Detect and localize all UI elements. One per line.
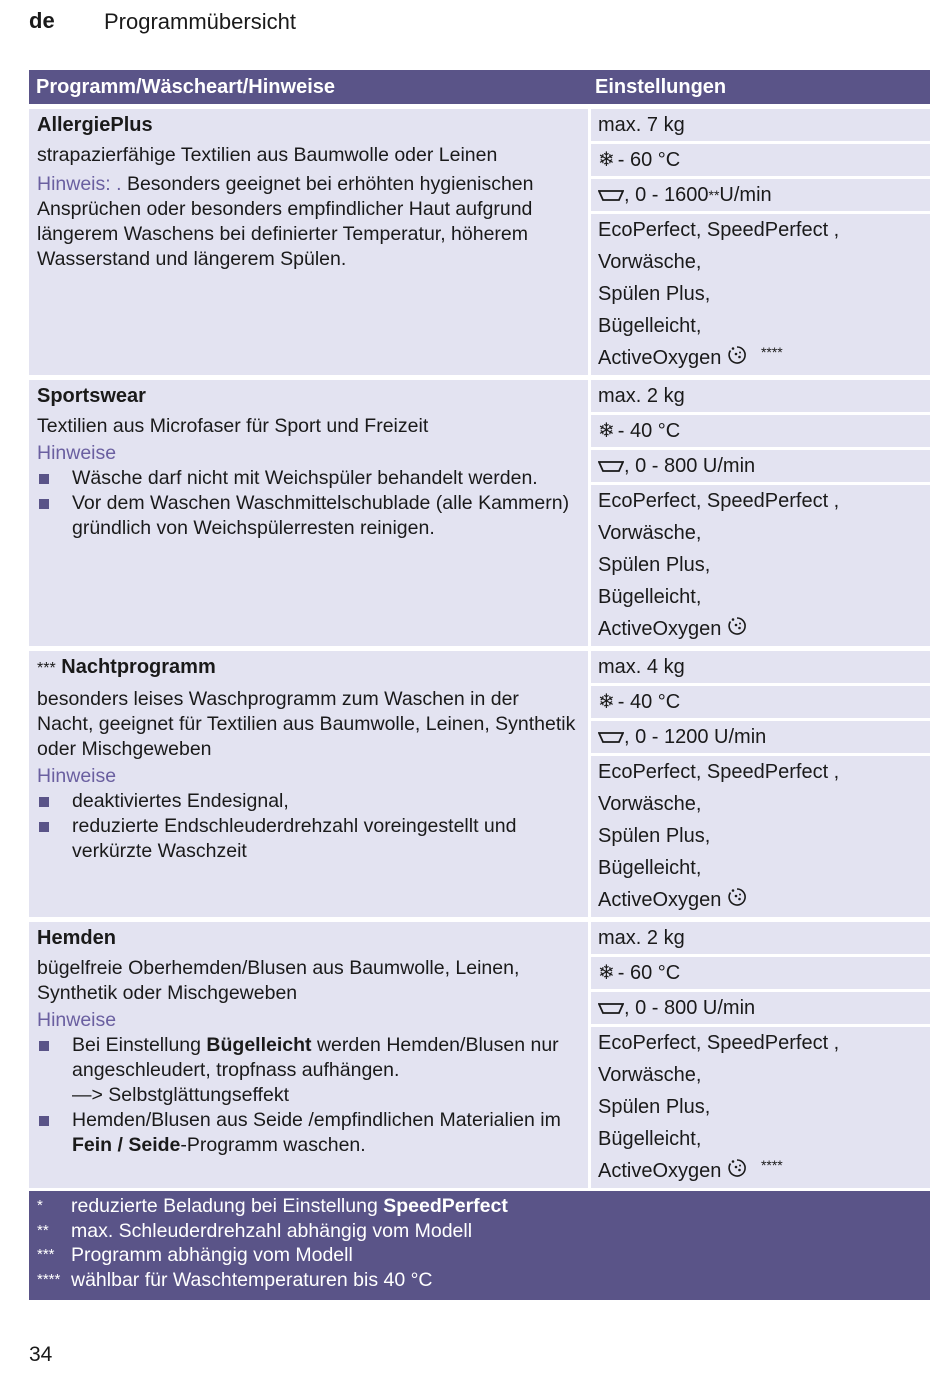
spin-setting [591, 721, 930, 753]
hint-text: Besonders geeignet bei erhöhten hygienischen Ansprüchen oder besonders empfindlicher Haut aufgrund längerem Waschens bei definierter Temperatur, höherem Wasserstand und längerem Spülen. [37, 173, 534, 270]
hint-label: Hinweise [37, 765, 117, 787]
program-settings [591, 380, 930, 646]
table-header [29, 70, 930, 104]
temperature-range: - 60 °C [617, 149, 681, 171]
temperature-range: - 40 °C [617, 420, 681, 442]
oxygen-footnote-mark: **** [760, 344, 783, 360]
program-description: besonders leises Waschprogramm zum Waschen in der Nacht, geeignet für Textilien aus Baumwolle, Leinen, Synthetik oder Mischgeweben [37, 688, 576, 760]
spin-setting [591, 179, 930, 211]
hint-text-bold: Fein / Seide [72, 1134, 181, 1156]
active-oxygen-icon [727, 343, 747, 375]
active-oxygen-icon [727, 885, 747, 917]
footnote-text: max. Schleuderdrehzahl abhängig vom Modell [71, 1219, 473, 1242]
page-header [29, 8, 929, 38]
option-easy-iron: Bügelleicht, [598, 1128, 702, 1150]
footnote [37, 1268, 922, 1293]
options-list [591, 1027, 930, 1188]
column-header-program: Programm/Wäscheart/Hinweise [36, 75, 335, 98]
temperature-setting [591, 144, 930, 176]
footnote [37, 1219, 922, 1244]
option-eco-speed: EcoPerfect, SpeedPerfect , [598, 490, 840, 512]
program-settings [591, 109, 930, 375]
program-name: AllergiePlus [37, 114, 153, 136]
hint-list [37, 1033, 580, 1158]
program-name: Sportswear [37, 385, 146, 407]
max-load: max. 7 kg [591, 109, 930, 141]
hint-label: Hinweise [37, 1009, 117, 1031]
program-name: Nachtprogramm [61, 656, 216, 678]
snowflake-icon: ❄ [598, 149, 615, 171]
page-title: Programmübersicht [104, 9, 296, 34]
spin-range: , 0 - 1600 [624, 184, 709, 206]
hint-text: Wäsche darf nicht mit Weichspüler behandelt werden. [72, 467, 538, 489]
hint-text: deaktiviertes Endesignal, [72, 790, 289, 812]
temperature-range: - 60 °C [617, 962, 681, 984]
option-easy-iron: Bügelleicht, [598, 315, 702, 337]
footnote-mark: * [37, 1197, 43, 1214]
snowflake-icon: ❄ [598, 420, 615, 442]
option-eco-speed: EcoPerfect, SpeedPerfect , [598, 219, 840, 241]
max-load: max. 2 kg [591, 922, 930, 954]
list-item [37, 491, 580, 541]
temperature-setting [591, 957, 930, 989]
option-rinse-plus: Spülen Plus, [598, 1096, 711, 1118]
program-settings [591, 922, 930, 1188]
hint-text: werden Hemden/Blusen nur angeschleudert, tropfnass aufhängen. [72, 1034, 559, 1081]
option-prewash: Vorwäsche, [598, 522, 702, 544]
active-oxygen-label: ActiveOxygen [598, 347, 722, 369]
hint-text: Hemden/Blusen aus Seide /empfindlichen Materialien im [72, 1109, 561, 1131]
bullet-square-icon [39, 1116, 49, 1126]
active-oxygen-label: ActiveOxygen [598, 1160, 722, 1182]
option-prewash: Vorwäsche, [598, 793, 702, 815]
option-prewash: Vorwäsche, [598, 1064, 702, 1086]
footnote-text: Programm abhängig vom Modell [71, 1244, 353, 1266]
option-eco-speed: EcoPerfect, SpeedPerfect , [598, 1032, 840, 1054]
option-active-oxygen [598, 1155, 923, 1188]
bullet-square-icon [39, 499, 49, 509]
footnote-text-bold: SpeedPerfect [383, 1195, 508, 1217]
hint-label: Hinweis: . [37, 173, 122, 195]
temperature-setting [591, 415, 930, 447]
list-item [37, 1108, 580, 1158]
program-name-row [37, 653, 580, 683]
active-oxygen-label: ActiveOxygen [598, 889, 722, 911]
hint-list [37, 466, 580, 541]
spin-range: , 0 - 800 U/min [624, 455, 756, 477]
option-active-oxygen [598, 613, 923, 646]
program-info [29, 109, 588, 375]
spin-footnote-mark: ** [708, 187, 720, 203]
snowflake-icon: ❄ [598, 962, 615, 984]
spin-setting [591, 450, 930, 482]
option-active-oxygen [598, 884, 923, 917]
program-row-sportswear [29, 375, 930, 646]
program-hint [37, 172, 580, 272]
program-info [29, 922, 588, 1188]
hint-text: reduzierte Endschleuderdrehzahl voreingestellt und verkürzte Waschzeit [72, 815, 517, 862]
footnote-mark: **** [37, 1270, 61, 1288]
options-list [591, 214, 930, 375]
spin-unit: U/min [719, 184, 772, 206]
option-easy-iron: Bügelleicht, [598, 857, 702, 879]
hint-text: Vor dem Waschen Waschmittelschublade (alle Kammern) gründlich von Weichspülerresten reinigen. [72, 492, 570, 539]
active-oxygen-label: ActiveOxygen [598, 618, 722, 640]
options-list [591, 485, 930, 646]
spin-range: , 0 - 1200 U/min [624, 726, 767, 748]
page-number: 34 [29, 1343, 53, 1366]
program-footnote-mark: *** [37, 660, 56, 677]
tub-icon [598, 1002, 624, 1014]
list-item [37, 789, 580, 814]
option-rinse-plus: Spülen Plus, [598, 283, 711, 305]
option-rinse-plus: Spülen Plus, [598, 554, 711, 576]
max-load: max. 2 kg [591, 380, 930, 412]
temperature-setting [591, 686, 930, 718]
footnote-text: wählbar für Waschtemperaturen bis 40 °C [71, 1268, 433, 1291]
active-oxygen-icon [727, 614, 747, 646]
footnote [37, 1194, 922, 1219]
tub-icon [598, 731, 624, 743]
program-name: Hemden [37, 927, 116, 949]
bullet-square-icon [39, 1041, 49, 1051]
snowflake-icon: ❄ [598, 691, 615, 713]
hint-text-bold: Bügelleicht [206, 1034, 312, 1056]
bullet-square-icon [39, 822, 49, 832]
program-row-allergieplus [29, 104, 930, 375]
program-row-hemden [29, 917, 930, 1188]
footnote [37, 1243, 922, 1268]
active-oxygen-icon [727, 1156, 747, 1188]
program-settings [591, 651, 930, 917]
hint-text: —> Selbstglättungseffekt [72, 1084, 289, 1106]
max-load: max. 4 kg [591, 651, 930, 683]
program-row-nachtprogramm [29, 646, 930, 917]
hint-text: Bei Einstellung [72, 1034, 207, 1056]
option-eco-speed: EcoPerfect, SpeedPerfect , [598, 761, 840, 783]
options-list [591, 756, 930, 917]
column-header-settings: Einstellungen [595, 75, 727, 98]
bullet-square-icon [39, 797, 49, 807]
tub-icon [598, 460, 624, 472]
language-code: de [29, 8, 55, 33]
footnotes [29, 1188, 930, 1300]
oxygen-footnote-mark: **** [760, 1157, 783, 1173]
footnote-mark: *** [37, 1246, 55, 1263]
hint-list [37, 789, 580, 864]
program-description: bügelfreie Oberhemden/Blusen aus Baumwolle, Leinen, Synthetik oder Mischgeweben [37, 957, 520, 1004]
temperature-range: - 40 °C [617, 691, 681, 713]
spin-setting [591, 992, 930, 1024]
bullet-square-icon [39, 474, 49, 484]
program-description: Textilien aus Microfaser für Sport und Freizeit [37, 415, 429, 437]
program-table [29, 70, 930, 1300]
option-prewash: Vorwäsche, [598, 251, 702, 273]
list-item [37, 814, 580, 864]
program-info [29, 651, 588, 917]
option-active-oxygen [598, 342, 923, 375]
option-rinse-plus: Spülen Plus, [598, 825, 711, 847]
footnote-text: reduzierte Beladung bei Einstellung [71, 1195, 384, 1217]
hint-label: Hinweise [37, 442, 117, 464]
program-info [29, 380, 588, 646]
tub-icon [598, 189, 624, 201]
list-item [37, 1033, 580, 1108]
spin-range: , 0 - 800 U/min [624, 997, 756, 1019]
option-easy-iron: Bügelleicht, [598, 586, 702, 608]
hint-text: -Programm waschen. [180, 1134, 366, 1156]
program-description: strapazierfähige Textilien aus Baumwolle oder Leinen [37, 144, 498, 166]
list-item [37, 466, 580, 491]
footnote-mark: ** [37, 1221, 49, 1239]
